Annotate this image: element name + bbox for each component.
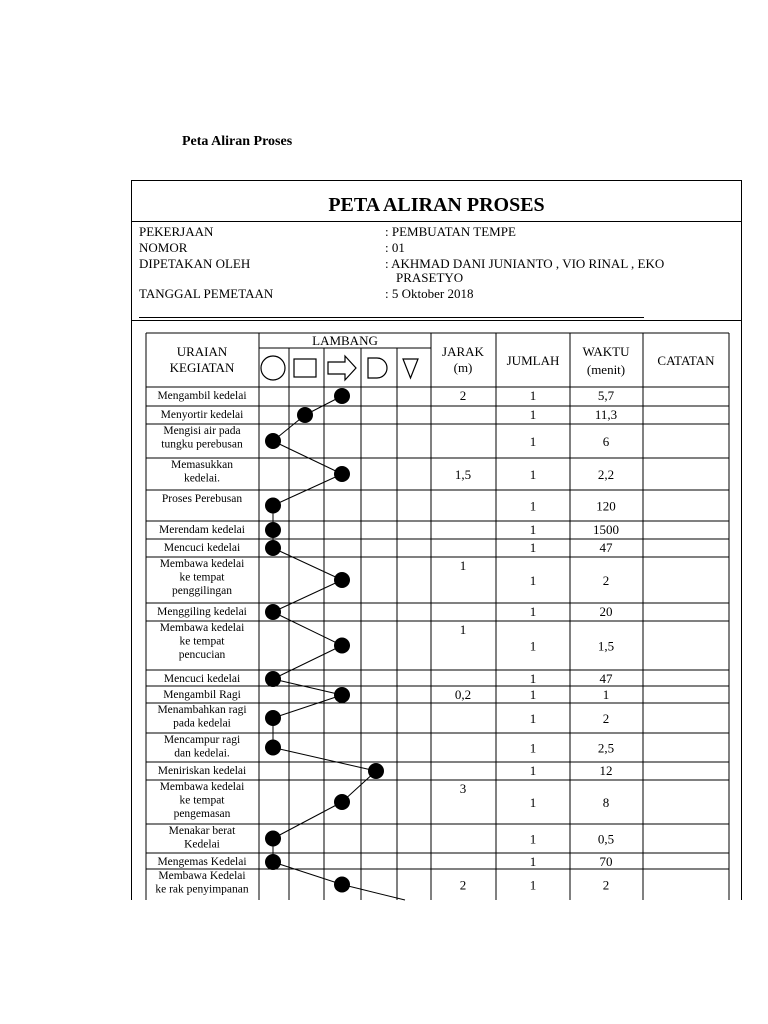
- uraian-text: kedelai.: [183, 472, 221, 485]
- uraian-text: Mengambil Ragi: [163, 689, 241, 701]
- info-label-dipetakan: DIPETAKAN OLEH: [139, 256, 251, 271]
- info-value-dipetakan: : AKHMAD DANI JUNIANTO , VIO RINAL , EKO: [385, 256, 665, 271]
- inspection-icon: [294, 359, 316, 377]
- step-marker-dot: [334, 687, 350, 703]
- jumlah-value: 1: [529, 795, 537, 810]
- jarak-value: 0,2: [454, 687, 472, 702]
- flow-connector: [273, 548, 342, 580]
- step-marker-dot: [265, 710, 281, 726]
- step-marker-dot: [297, 407, 313, 423]
- waktu-value: 1,5: [597, 638, 615, 654]
- uraian-text: Menambahkan ragi: [157, 704, 247, 716]
- uraian-text: Mencuci kedelai: [163, 542, 241, 554]
- jumlah-value: 1: [529, 711, 537, 726]
- jumlah-value: 1: [529, 407, 537, 422]
- jumlah-value: 1: [529, 434, 537, 449]
- uraian-text: ke rak penyimpanan: [155, 883, 249, 896]
- step-marker-dot: [334, 638, 350, 654]
- jumlah-value: 1: [529, 687, 537, 702]
- uraian-text: Membawa kedelai: [159, 622, 245, 634]
- jumlah-value: 1: [529, 877, 537, 893]
- waktu-value: 70: [599, 854, 613, 869]
- waktu-value: 20: [599, 604, 613, 619]
- step-marker-dot: [334, 466, 350, 482]
- step-marker-dot: [334, 794, 350, 810]
- flow-connector: [273, 580, 342, 612]
- jumlah-value: 1: [529, 540, 537, 555]
- uraian-text: dan kedelai.: [174, 747, 230, 760]
- step-marker-dot: [334, 388, 350, 404]
- uraian-text: Meniriskan kedelai: [157, 765, 247, 777]
- header-jarak-unit: (m): [453, 360, 473, 375]
- uraian-text: Mencampur ragi: [163, 734, 241, 746]
- info-label-nomor: NOMOR: [139, 240, 188, 255]
- step-marker-dot: [265, 498, 281, 514]
- uraian-text: pada kedelai: [173, 717, 231, 730]
- step-marker-dot: [265, 740, 281, 756]
- uraian-text: pengemasan: [173, 808, 231, 820]
- jarak-value: 3: [459, 781, 467, 796]
- uraian-text: ke tempat: [179, 794, 225, 807]
- jarak-value: 1: [459, 558, 467, 573]
- uraian-text: Kedelai: [184, 838, 220, 851]
- step-marker-dot: [265, 604, 281, 620]
- waktu-value: 0,5: [597, 831, 615, 847]
- waktu-value: 2,5: [597, 740, 615, 756]
- jumlah-value: 1: [529, 638, 537, 654]
- uraian-text: ke tempat: [179, 635, 225, 648]
- uraian-text: Mengemas Kedelai: [157, 856, 247, 868]
- jumlah-value: 1: [529, 854, 537, 869]
- jarak-value: 2: [459, 388, 467, 403]
- header-jarak: JARAK: [442, 344, 484, 359]
- header-kegiatan: KEGIATAN: [169, 360, 235, 375]
- jumlah-value: 1: [529, 740, 537, 756]
- uraian-text: penggilingan: [171, 585, 233, 597]
- step-marker-dot: [265, 433, 281, 449]
- storage-icon: [403, 359, 418, 378]
- jumlah-value: 1: [529, 763, 537, 778]
- jarak-value: 2: [459, 877, 467, 893]
- flow-connector: [342, 885, 405, 901]
- operation-icon: [261, 356, 285, 380]
- info-value-pekerjaan: : PEMBUATAN TEMPE: [385, 224, 516, 239]
- uraian-text: Membawa Kedelai: [158, 870, 246, 882]
- header-jumlah: JUMLAH: [506, 353, 560, 368]
- header-uraian: URAIAN: [176, 344, 228, 359]
- uraian-text: Memasukkan: [171, 459, 233, 471]
- step-marker-dot: [368, 763, 384, 779]
- jumlah-value: 1: [529, 604, 537, 619]
- uraian-text: Mengisi air pada: [163, 425, 241, 437]
- step-marker-dot: [334, 572, 350, 588]
- page-caption: Peta Aliran Proses: [182, 134, 293, 149]
- header-waktu: WAKTU: [582, 344, 630, 359]
- jarak-value: 1: [459, 622, 467, 637]
- uraian-text: Menyortir kedelai: [160, 409, 244, 421]
- waktu-value: 6: [602, 434, 610, 449]
- jumlah-value: 1: [529, 573, 537, 588]
- uraian-text: Proses Perebusan: [161, 493, 243, 505]
- jumlah-value: 1: [529, 467, 537, 482]
- waktu-value: 120: [596, 498, 616, 514]
- flow-connector: [273, 679, 342, 695]
- header-waktu-unit: (menit): [586, 362, 626, 377]
- uraian-text: Mengambil kedelai: [157, 390, 247, 402]
- delay-icon: [368, 358, 387, 378]
- transport-icon: [328, 356, 356, 380]
- info-label-tanggal: TANGGAL PEMETAAN: [139, 286, 274, 301]
- jumlah-value: 1: [529, 498, 537, 514]
- step-marker-dot: [265, 540, 281, 556]
- jumlah-value: 1: [529, 671, 537, 686]
- uraian-text: Menakar berat: [168, 825, 236, 837]
- info-label-pekerjaan: PEKERJAAN: [139, 224, 214, 239]
- uraian-text: Mencuci kedelai: [163, 673, 241, 685]
- step-marker-dot: [265, 854, 281, 870]
- step-marker-dot: [334, 877, 350, 893]
- uraian-text: pencucian: [178, 649, 226, 661]
- waktu-value: 1500: [593, 522, 619, 537]
- waktu-value: 2: [602, 711, 610, 726]
- jumlah-value: 1: [529, 522, 537, 537]
- jumlah-value: 1: [529, 388, 537, 403]
- flow-connector: [273, 862, 342, 885]
- step-marker-dot: [265, 831, 281, 847]
- waktu-value: 5,7: [597, 388, 615, 403]
- waktu-value: 12: [599, 763, 613, 778]
- info-value-tanggal: : 5 Oktober 2018: [385, 286, 474, 301]
- waktu-value: 47: [599, 540, 613, 555]
- header-lambang: LAMBANG: [312, 333, 378, 348]
- waktu-value: 47: [599, 671, 613, 686]
- step-marker-dot: [265, 671, 281, 687]
- flow-connector: [273, 612, 342, 646]
- uraian-text: tungku perebusan: [161, 438, 243, 451]
- jarak-value: 1,5: [454, 467, 472, 482]
- waktu-value: 11,3: [594, 407, 618, 422]
- jumlah-value: 1: [529, 831, 537, 847]
- waktu-value: 2: [602, 573, 610, 588]
- header-catatan: CATATAN: [657, 353, 715, 368]
- flow-connector: [273, 695, 342, 718]
- waktu-value: 2: [602, 877, 610, 893]
- uraian-text: Merendam kedelai: [159, 524, 245, 536]
- info-value-dipetakan-cont: PRASETYO: [396, 270, 464, 285]
- waktu-value: 2,2: [597, 467, 615, 482]
- waktu-value: 8: [602, 795, 610, 810]
- waktu-value: 1: [602, 687, 610, 702]
- uraian-text: Membawa kedelai: [159, 558, 245, 570]
- flow-connector: [273, 646, 342, 680]
- chart-title: PETA ALIRAN PROSES: [328, 194, 545, 216]
- flow-connector: [273, 802, 342, 839]
- info-value-nomor: : 01: [385, 240, 405, 255]
- step-marker-dot: [265, 522, 281, 538]
- uraian-text: ke tempat: [179, 571, 225, 584]
- uraian-text: Menggiling kedelai: [157, 606, 247, 618]
- uraian-text: Membawa kedelai: [159, 781, 245, 793]
